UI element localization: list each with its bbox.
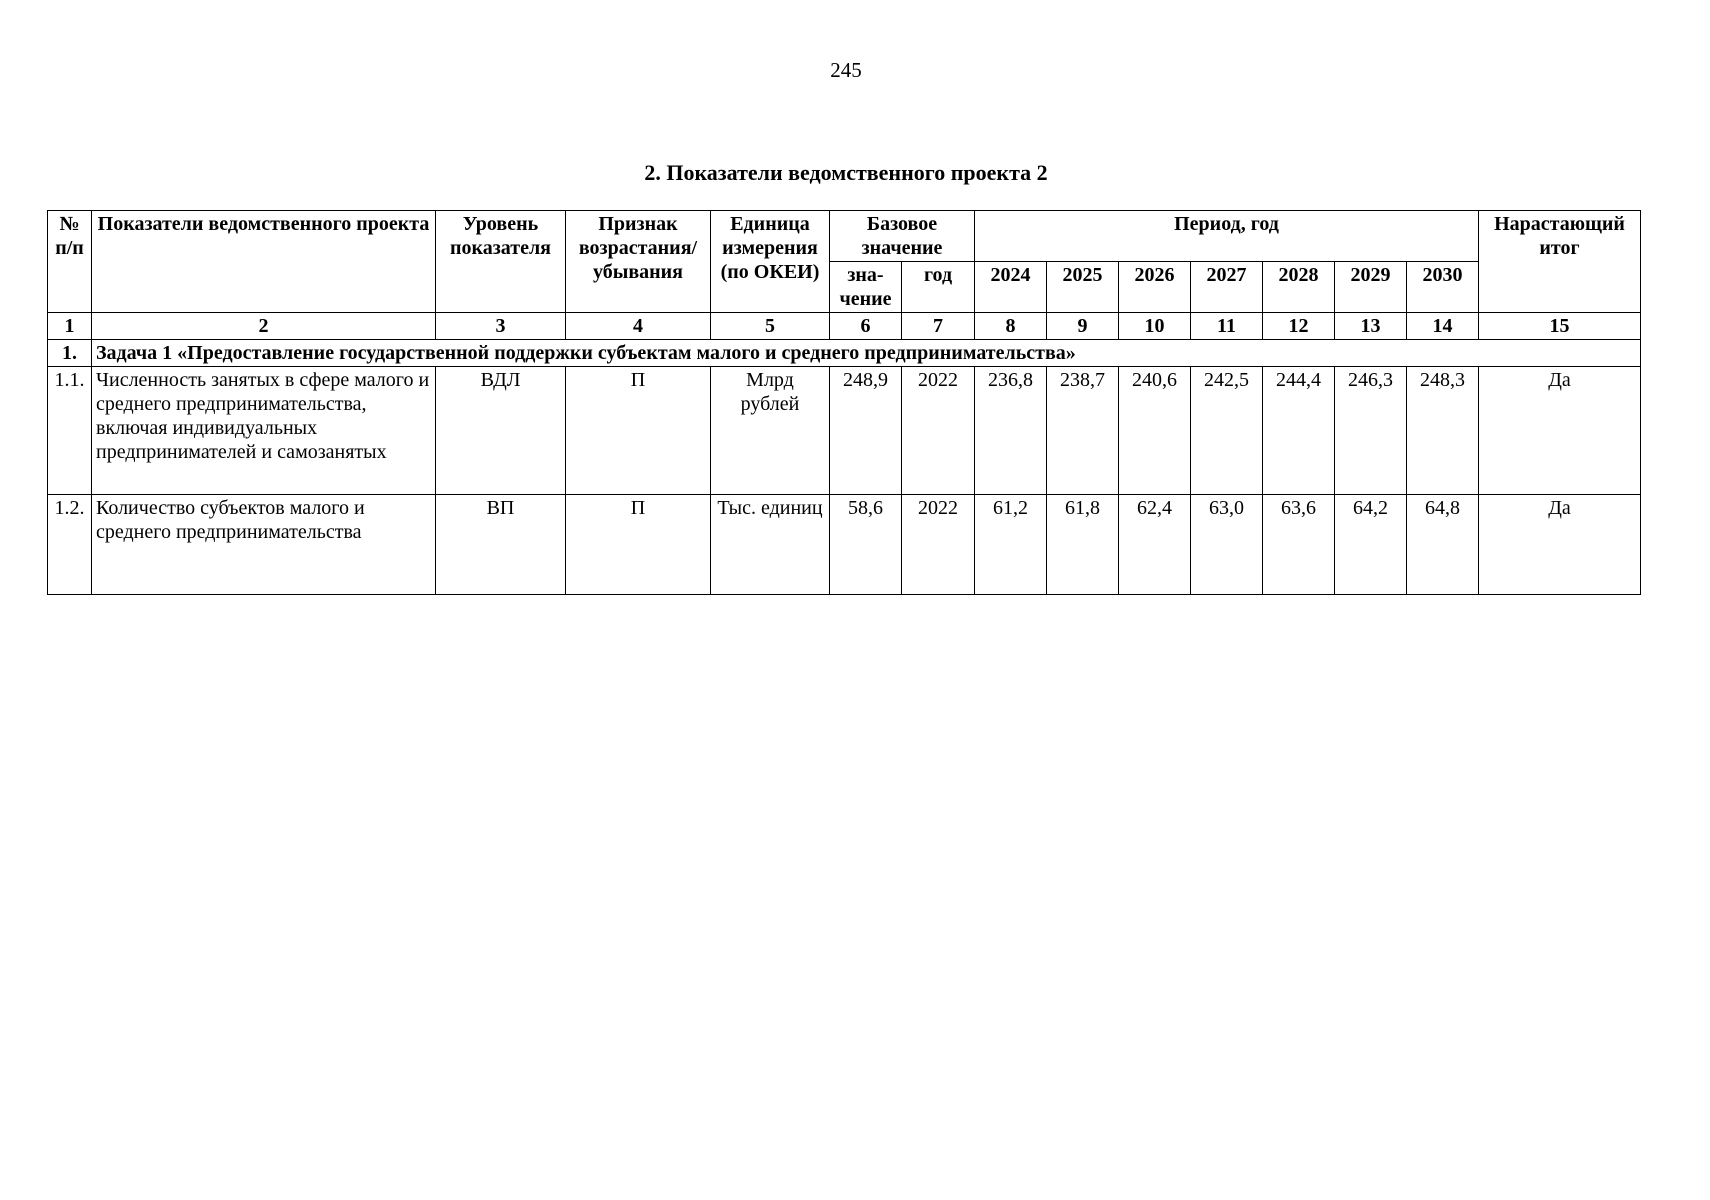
column-number: 9 <box>1047 313 1119 340</box>
column-number: 14 <box>1407 313 1479 340</box>
header-year: 2028 <box>1263 262 1335 313</box>
header-base: Базовое значение <box>830 211 975 262</box>
header-cumulative: Нарастающий итог <box>1479 211 1641 313</box>
header-base-year: год <box>902 262 975 313</box>
header-year: 2030 <box>1407 262 1479 313</box>
column-number: 11 <box>1191 313 1263 340</box>
header-row <box>48 211 1641 262</box>
header-year: 2029 <box>1335 262 1407 313</box>
row-number: 1.2. <box>48 495 92 595</box>
year-value: 236,8 <box>975 367 1047 495</box>
base-value: 248,9 <box>830 367 902 495</box>
header-year: 2026 <box>1119 262 1191 313</box>
header-level: Уровень показателя <box>436 211 566 313</box>
header-unit: Единица измерения (по ОКЕИ) <box>711 211 830 313</box>
year-value: 61,2 <box>975 495 1047 595</box>
column-number: 13 <box>1335 313 1407 340</box>
indicator-name: Количество субъектов малого и среднего предпринимательства <box>92 495 436 595</box>
header-period: Период, год <box>975 211 1479 262</box>
header-year: 2024 <box>975 262 1047 313</box>
indicator-sign: П <box>566 495 711 595</box>
column-number: 4 <box>566 313 711 340</box>
column-number: 8 <box>975 313 1047 340</box>
column-number: 5 <box>711 313 830 340</box>
year-value: 248,3 <box>1407 367 1479 495</box>
column-number: 10 <box>1119 313 1191 340</box>
indicator-level: ВП <box>436 495 566 595</box>
column-number: 6 <box>830 313 902 340</box>
year-value: 63,0 <box>1191 495 1263 595</box>
year-value: 244,4 <box>1263 367 1335 495</box>
indicator-name: Численность занятых в сфере малого и среднего предпринимательства, включая индивидуальных предпринимателей и самозанятых <box>92 367 436 495</box>
column-number: 2 <box>92 313 436 340</box>
year-value: 238,7 <box>1047 367 1119 495</box>
year-value: 63,6 <box>1263 495 1335 595</box>
header-base-value: зна-чение <box>830 262 902 313</box>
column-number: 1 <box>48 313 92 340</box>
year-value: 61,8 <box>1047 495 1119 595</box>
page-title: 2. Показатели ведомственного проекта 2 <box>644 160 1048 185</box>
header-sign: Признак возрастания/ убывания <box>566 211 711 313</box>
base-year: 2022 <box>902 495 975 595</box>
header-indicator: Показатели ведомственного проекта <box>92 211 436 313</box>
page-number: 245 <box>830 58 862 82</box>
column-number: 15 <box>1479 313 1641 340</box>
base-year: 2022 <box>902 367 975 495</box>
table-row <box>48 367 1641 495</box>
year-value: 242,5 <box>1191 367 1263 495</box>
cumulative-flag: Да <box>1479 367 1641 495</box>
year-value: 64,8 <box>1407 495 1479 595</box>
base-value: 58,6 <box>830 495 902 595</box>
header-year: 2025 <box>1047 262 1119 313</box>
indicators-table <box>47 210 1641 595</box>
indicator-unit: Тыс. единиц <box>711 495 830 595</box>
header-year: 2027 <box>1191 262 1263 313</box>
task-title: Задача 1 «Предоставление государственной поддержки субъектам малого и среднего предпринимательства» <box>92 340 1641 367</box>
year-value: 62,4 <box>1119 495 1191 595</box>
year-value: 246,3 <box>1335 367 1407 495</box>
row-number: 1.1. <box>48 367 92 495</box>
indicator-sign: П <box>566 367 711 495</box>
year-value: 64,2 <box>1335 495 1407 595</box>
task-number: 1. <box>48 340 92 367</box>
indicator-level: ВДЛ <box>436 367 566 495</box>
column-number: 7 <box>902 313 975 340</box>
table-row <box>48 495 1641 595</box>
year-value: 240,6 <box>1119 367 1191 495</box>
header-num: № п/п <box>48 211 92 313</box>
task-row <box>48 340 1641 367</box>
column-number-row <box>48 313 1641 340</box>
cumulative-flag: Да <box>1479 495 1641 595</box>
column-number: 3 <box>436 313 566 340</box>
indicator-unit: Млрд рублей <box>711 367 830 495</box>
column-number: 12 <box>1263 313 1335 340</box>
